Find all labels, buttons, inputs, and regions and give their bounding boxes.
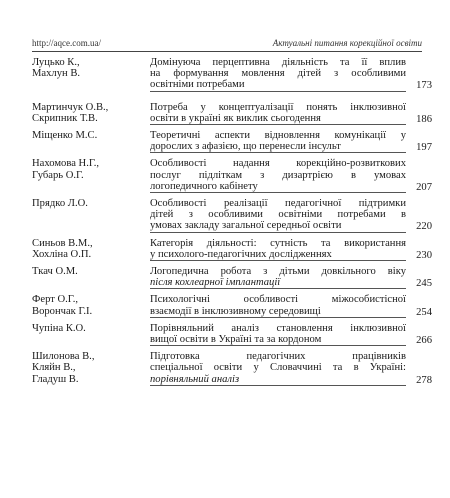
toc-title-line: Домінуюча перцептивна діяльність та її вплив bbox=[150, 57, 406, 68]
toc-page-number: 266 bbox=[416, 335, 432, 347]
toc-author: Луцько К., bbox=[32, 57, 80, 68]
toc-authors bbox=[32, 323, 144, 334]
toc-author: Гладуш В. bbox=[32, 373, 79, 385]
toc-page-number: 220 bbox=[416, 221, 432, 233]
toc-title-line: послуг підліткам з дизартрією в умовах bbox=[150, 169, 406, 181]
toc-authors bbox=[32, 266, 144, 277]
running-header bbox=[32, 38, 422, 52]
toc-author: Нахомова Н.Г., bbox=[32, 158, 100, 170]
toc-title-line: освіти в україні як виклик сьогодення bbox=[150, 112, 321, 124]
toc-author: Чупіна К.О. bbox=[32, 322, 86, 334]
toc-title-line: Психологічні особливості міжособистісної bbox=[150, 294, 406, 306]
toc-author: Кляйн В., bbox=[32, 362, 76, 374]
toc-author: Синьов В.М., bbox=[32, 237, 93, 249]
toc-title-line: порівняльний аналіз bbox=[150, 373, 240, 385]
toc-page-number: 207 bbox=[416, 181, 432, 193]
toc-authors bbox=[32, 294, 144, 316]
toc-page-number: 254 bbox=[416, 306, 432, 318]
toc-title-line: взаємодії в інклюзивному середовищі bbox=[150, 305, 321, 317]
header-url[interactable]: http://aqce.com.ua/ bbox=[32, 38, 101, 48]
toc-title-line: Логопедична робота з дітьми довкільного віку bbox=[150, 266, 406, 278]
toc-authors bbox=[32, 351, 144, 385]
toc-title-line: освітніми потребами bbox=[150, 79, 245, 91]
toc-author: Ферт О.Г., bbox=[32, 294, 79, 306]
toc-authors bbox=[32, 57, 144, 79]
toc-title bbox=[150, 158, 406, 193]
toc-title bbox=[150, 323, 406, 346]
toc-author: Прядко Л.О. bbox=[32, 198, 88, 210]
toc-title-line: дорослих з афазією, що перенесли інсульт bbox=[150, 141, 341, 153]
toc-entry bbox=[32, 130, 432, 153]
toc-title bbox=[150, 266, 406, 289]
toc-title-line: на формування мовлення дітей з особливими bbox=[150, 68, 406, 80]
toc-entry bbox=[32, 238, 432, 261]
header-rule bbox=[32, 51, 422, 52]
toc-author: Міщенко М.С. bbox=[32, 130, 98, 142]
toc-title-line: спеціальної освіти у Словаччині та в Україні: bbox=[150, 362, 406, 374]
toc-entry bbox=[32, 266, 432, 289]
toc-author: Мартинчук О.В., bbox=[32, 101, 109, 113]
toc-title-line: Особливості реалізації педагогічної підтримки bbox=[150, 198, 406, 210]
toc-title-line: Порівняльний аналіз становлення інклюзивної bbox=[150, 322, 406, 334]
toc-entry bbox=[32, 198, 432, 233]
toc-entry bbox=[32, 294, 432, 317]
toc-title-line: Особливості надання корекційно-розвиткових bbox=[150, 158, 406, 170]
toc-title-line: умовах закладу загальної середньої освіти bbox=[150, 220, 342, 232]
header-journal-title: Актуальні питання корекційної освіти bbox=[272, 38, 422, 48]
toc-title bbox=[150, 294, 406, 317]
toc-page-number: 230 bbox=[416, 249, 432, 261]
toc-page-number: 197 bbox=[416, 142, 432, 154]
toc-title-line: Категорія діяльності: сутність та використання bbox=[150, 237, 406, 249]
toc-title bbox=[150, 238, 406, 261]
toc-title-line: вищої освіти в Україні та за кордоном bbox=[150, 334, 322, 346]
toc-title-line: Теоретичні аспекти відновлення комунікації у bbox=[150, 130, 406, 142]
toc-title-line: логопедичного кабінету bbox=[150, 180, 258, 192]
toc-author: Скрипник Т.В. bbox=[32, 112, 98, 124]
toc-author: Губарь О.Г. bbox=[32, 169, 84, 181]
toc-entry bbox=[32, 351, 432, 386]
toc-page-number: 245 bbox=[416, 278, 432, 290]
table-of-contents bbox=[32, 57, 432, 386]
toc-author: Хохліна О.П. bbox=[32, 248, 92, 260]
toc-title bbox=[150, 198, 406, 233]
toc-entry bbox=[32, 57, 432, 92]
toc-authors bbox=[32, 158, 144, 180]
toc-author: Ткач О.М. bbox=[32, 266, 78, 278]
toc-authors bbox=[32, 198, 144, 209]
toc-author: Ворончак Г.І. bbox=[32, 305, 93, 317]
toc-author: Шилонова В., bbox=[32, 351, 95, 363]
toc-authors bbox=[32, 102, 144, 124]
toc-authors bbox=[32, 238, 144, 260]
toc-title bbox=[150, 57, 406, 92]
toc-page-number: 278 bbox=[416, 374, 432, 386]
toc-entry bbox=[32, 323, 432, 346]
toc-title bbox=[150, 130, 406, 153]
toc-author: Махлун В. bbox=[32, 68, 81, 80]
toc-page-number: 173 bbox=[416, 80, 432, 92]
toc-title-line: дітей з особливими освітніми потребами в bbox=[150, 209, 406, 221]
toc-title bbox=[150, 351, 406, 386]
toc-entry bbox=[32, 158, 432, 193]
toc-title bbox=[150, 102, 406, 125]
toc-page-number: 186 bbox=[416, 113, 432, 125]
toc-title-line: Потреба у концептуалізації понять інклюзивної bbox=[150, 101, 406, 113]
toc-entry bbox=[32, 102, 432, 125]
toc-title-line: після кохлеарної імплантації bbox=[150, 277, 281, 289]
toc-title-line: Підготовка педагогічних працівників bbox=[150, 351, 406, 363]
toc-authors bbox=[32, 130, 144, 141]
toc-title-line: у психолого-педагогічних дослідженнях bbox=[150, 248, 332, 260]
